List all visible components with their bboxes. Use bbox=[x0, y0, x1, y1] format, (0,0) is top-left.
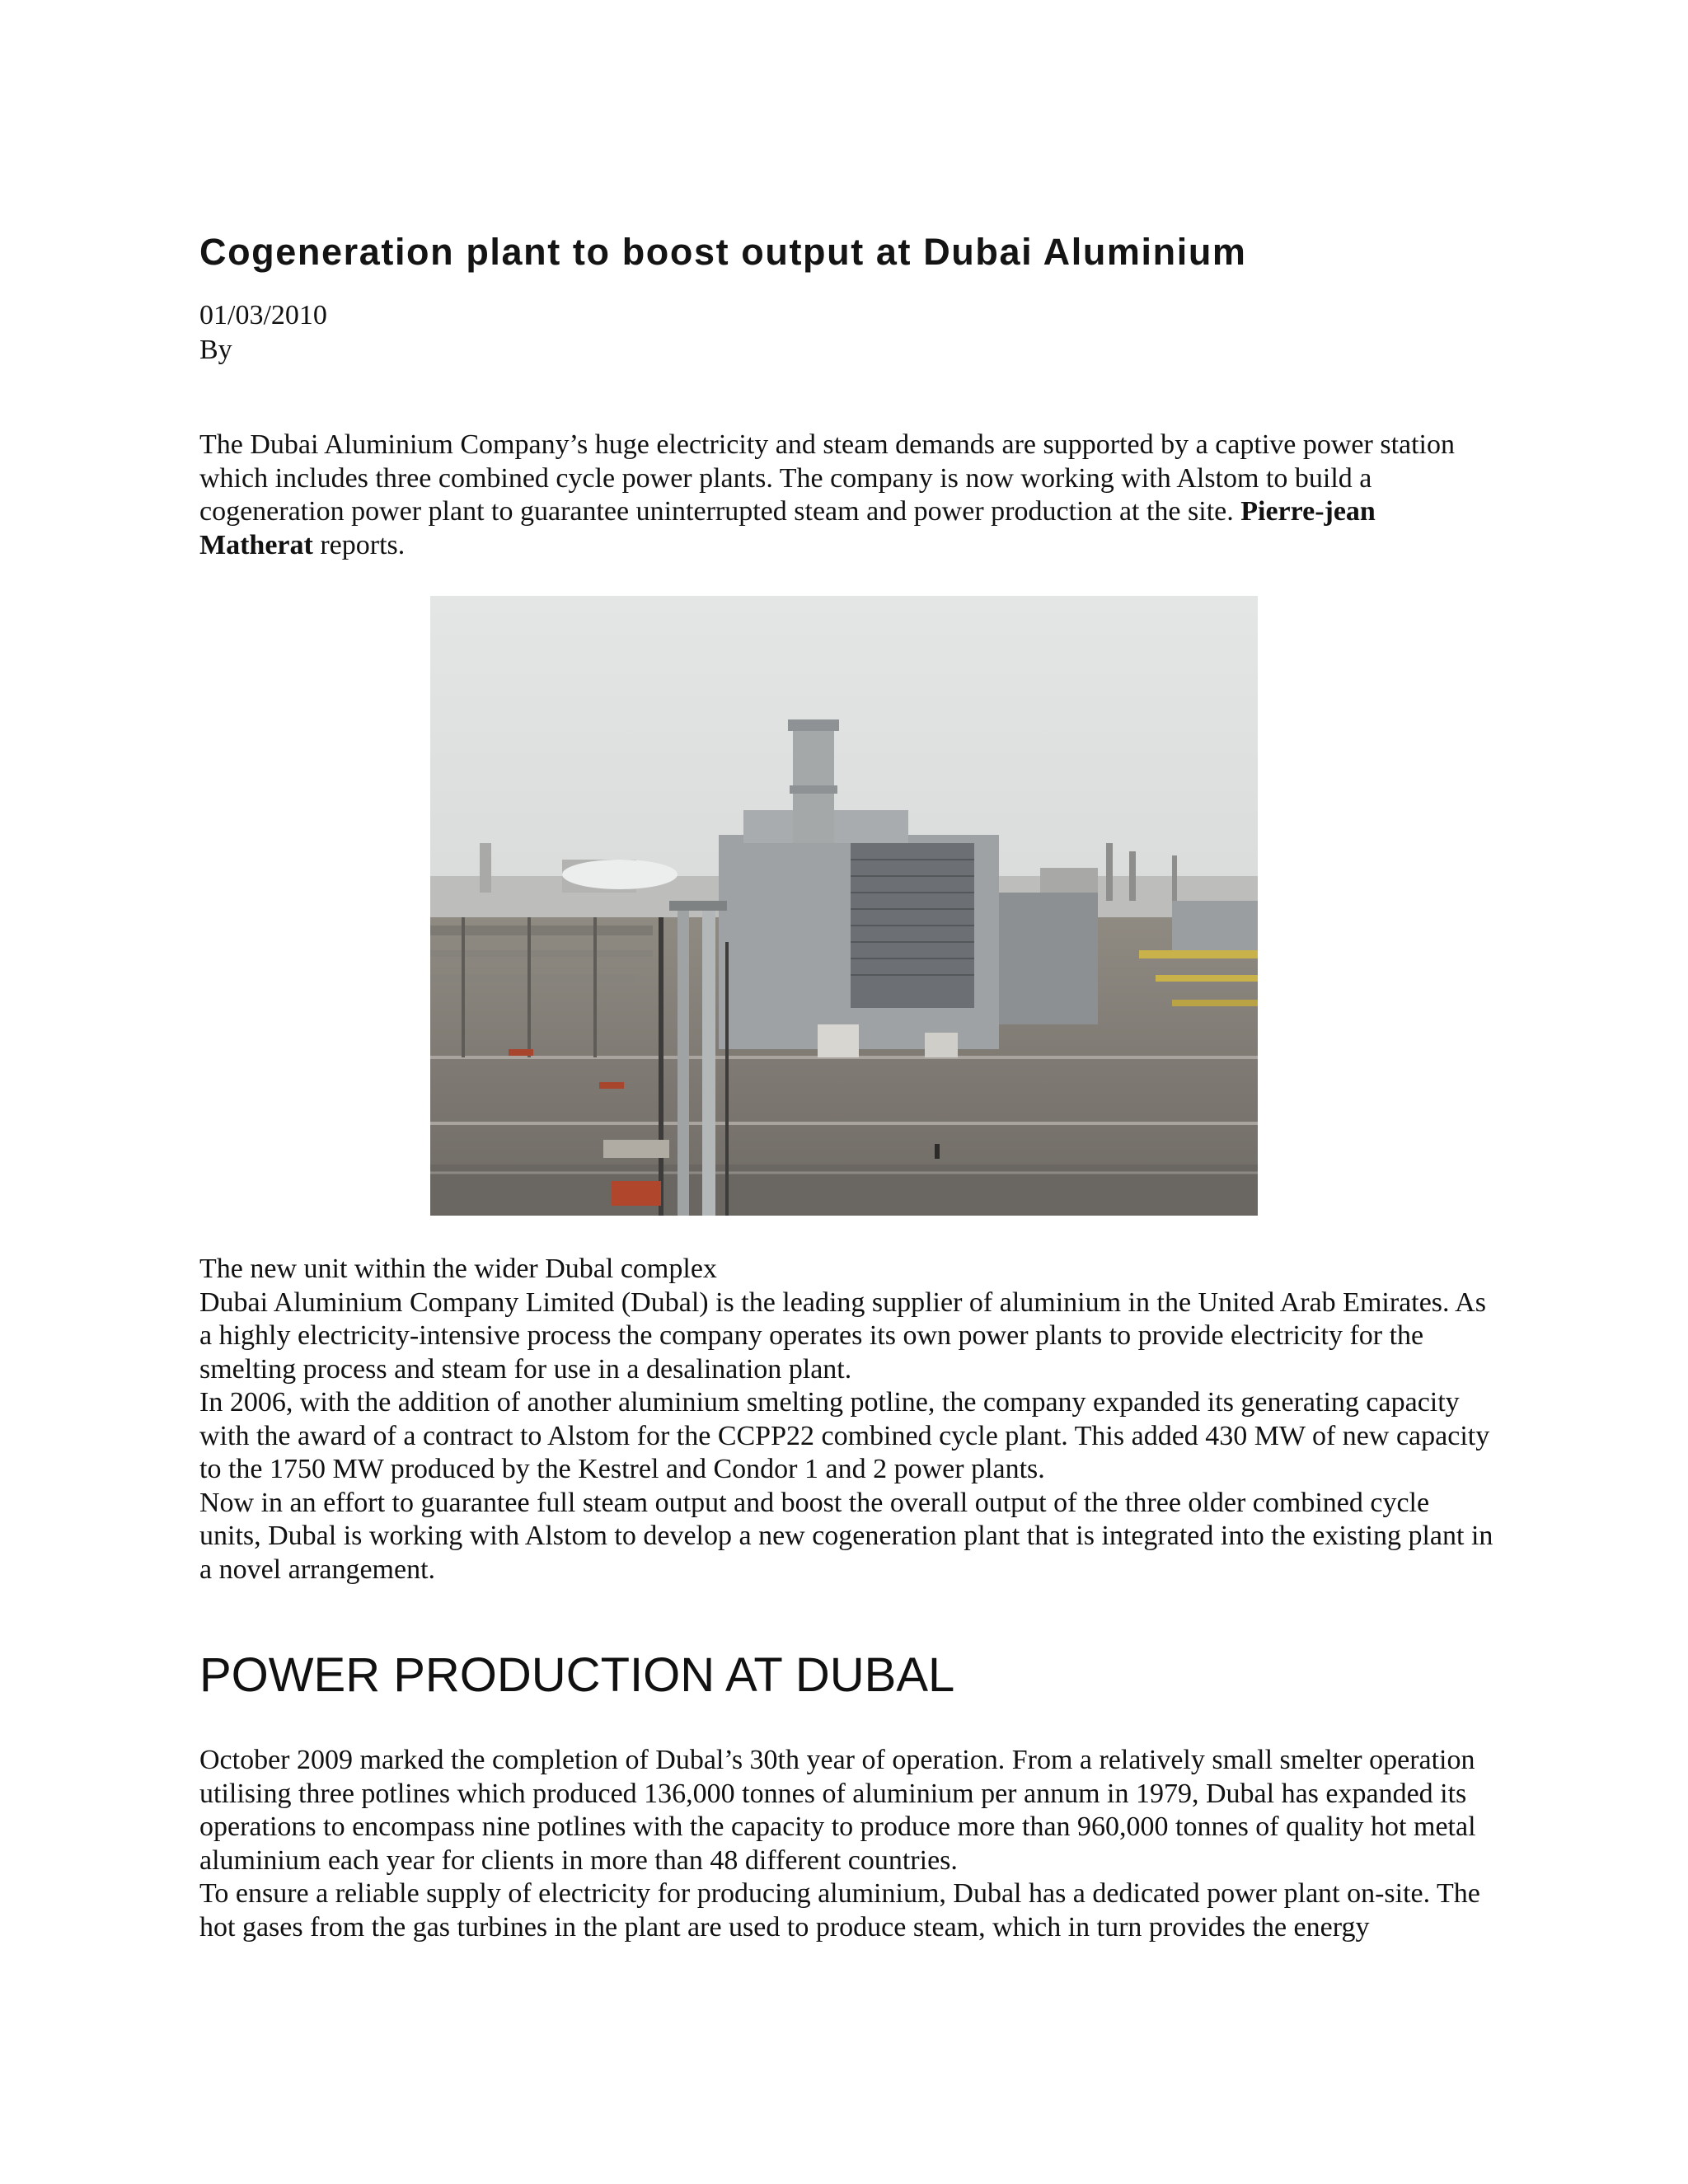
section-heading: POWER PRODUCTION AT DUBAL bbox=[199, 1648, 955, 1702]
intro-suffix: reports. bbox=[312, 529, 406, 560]
section-paragraph: October 2009 marked the completion of Dubal’s 30th year of operation. From a relatively small smelter operation utilising three potlines which produced 136,000 tonnes of aluminium per annum in 1979, Dubal has expanded its operations to encompass nine potlines with the capacity to produce more than 960,000 tonnes of quality hot metal aluminium each year for clients in more than 48 different countries. bbox=[199, 1745, 1476, 1876]
article-meta bbox=[199, 298, 327, 368]
article-title: Cogeneration plant to boost output at Dubai Aluminium bbox=[199, 231, 1247, 273]
article-body bbox=[199, 1253, 1493, 1586]
section-body bbox=[199, 1744, 1493, 1944]
article-date: 01/03/2010 bbox=[199, 300, 327, 330]
article-intro bbox=[199, 429, 1493, 562]
body-paragraph: Now in an effort to guarantee full steam output and boost the overall output of the three older combined cycle units, Dubal is working with Alstom to develop a new cogeneration plant that is integrated into the existing plant in a novel arrangement. bbox=[199, 1487, 1493, 1585]
author-name: Pierre-jean Matherat bbox=[199, 496, 1376, 560]
intro-text: The Dubai Aluminium Company’s huge electricity and steam demands are supported by a captive power station which includes three combined cycle power plants. The company is now working with Alstom to build a cogeneration power plant to guarantee uninterrupted steam and power production at the site. bbox=[199, 429, 1455, 527]
figure-caption: The new unit within the wider Dubal complex bbox=[199, 1254, 717, 1284]
power-plant-photo bbox=[430, 596, 1258, 1216]
article-byline: By bbox=[199, 335, 232, 365]
body-paragraph: Dubai Aluminium Company Limited (Dubal) is the leading supplier of aluminium in the United Arab Emirates. As a highly electricity-intensive process the company operates its own power plants to provide electricity for the smelting process and steam for use in a desalination plant. bbox=[199, 1286, 1486, 1385]
section-paragraph: To ensure a reliable supply of electricity for producing aluminium, Dubal has a dedicated power plant on-site. The hot gases from the gas turbines in the plant are used to produce steam, which in turn provides the energy bbox=[199, 1878, 1480, 1943]
industrial-power-plant-photo-icon bbox=[430, 596, 1258, 1216]
body-paragraph: In 2006, with the addition of another aluminium smelting potline, the company expanded its generating capacity with the award of a contract to Alstom for the CCPP22 combined cycle plant. This added 430 MW of new capacity to the 1750 MW produced by the Kestrel and Condor 1 and 2 power plants. bbox=[199, 1387, 1490, 1484]
